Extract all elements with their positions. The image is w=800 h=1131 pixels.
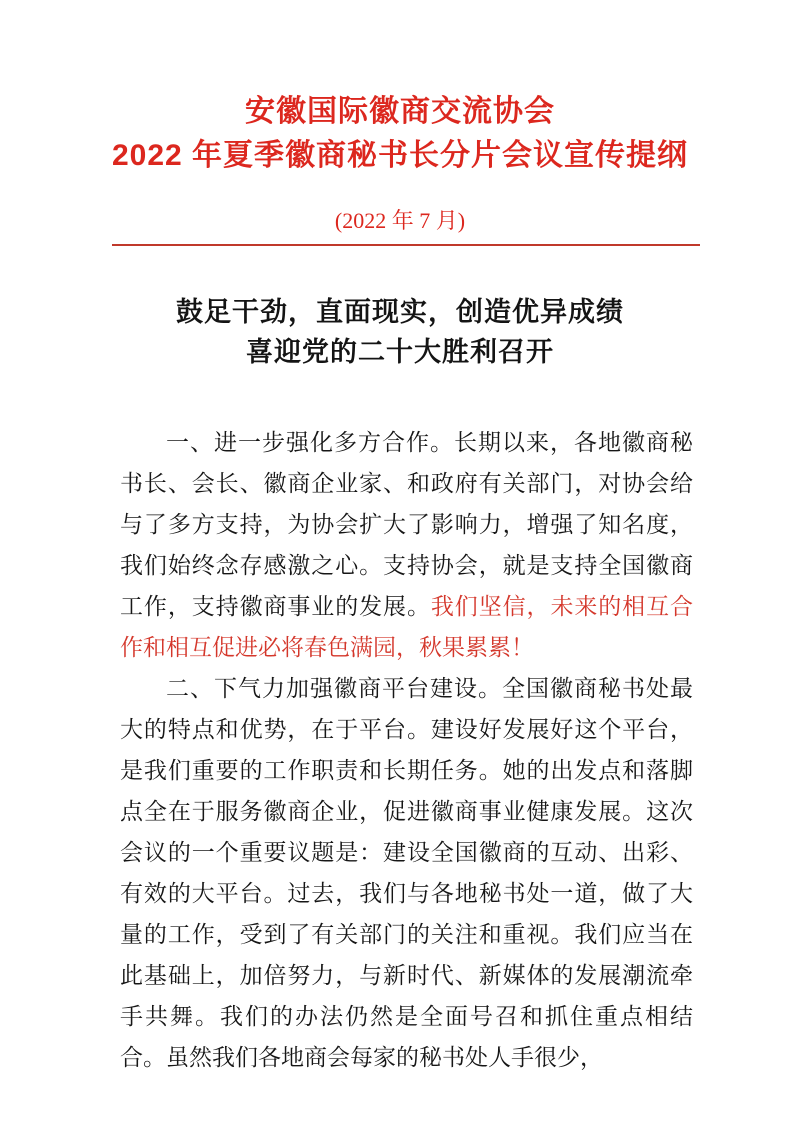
paragraph-2-text: 二、下气力加强徽商平台建设。全国徽商秘书处最大的特点和优势，在于平台。建设好发展好这个平台，是我们重要的工作职责和长期任务。她的出发点和落脚点全在于服务徽商企业，促进徽商事业健康发展。这次会议的一个重要议题是：建设全国徽商的互动、出彩、有效的大平台。过去，我们与各地秘书处一道，做了大量的工作，受到了有关部门的关注和重视。我们应当在此基础上，加倍努力，与新时代、新媒体的发展潮流牵手共舞。我们的办法仍然是全面号召和抓住重点相结合。虽然我们各地商会每家的秘书处人手很少，: [120, 676, 693, 1070]
paragraph-1-emphasis: 我们坚信，未来的相互合作和相互促进必将春色满园，秋果累累！: [120, 594, 694, 660]
paragraph-2: [120, 668, 693, 1078]
section-heading: [0, 292, 800, 372]
document-header: [0, 0, 800, 178]
paragraph-1-text: 一、进一步强化多方合作。长期以来，各地徽商秘书长、会长、徽商企业家、和政府有关部门，对协会给与了多方支持，为协会扩大了影响力，增强了知名度，我们始终念存感激之心。支持协会，就是支持全国徽商工作，支持徽商事业的发展。: [120, 430, 693, 619]
document-title-line-1: 安徽国际徽商交流协会: [245, 95, 555, 128]
header-divider-rule: [112, 244, 700, 246]
section-heading-line-2: 喜迎党的二十大胜利召开: [246, 337, 554, 367]
paragraph-1: [120, 422, 693, 668]
document-date-line: (2022 年 7 月): [334, 208, 466, 233]
section-heading-line-1: 鼓足干劲，直面现实，创造优异成绩: [176, 297, 624, 327]
document-body: [120, 422, 693, 1078]
document-title-line-2: 2022 年夏季徽商秘书长分片会议宣传提纲: [111, 139, 689, 172]
